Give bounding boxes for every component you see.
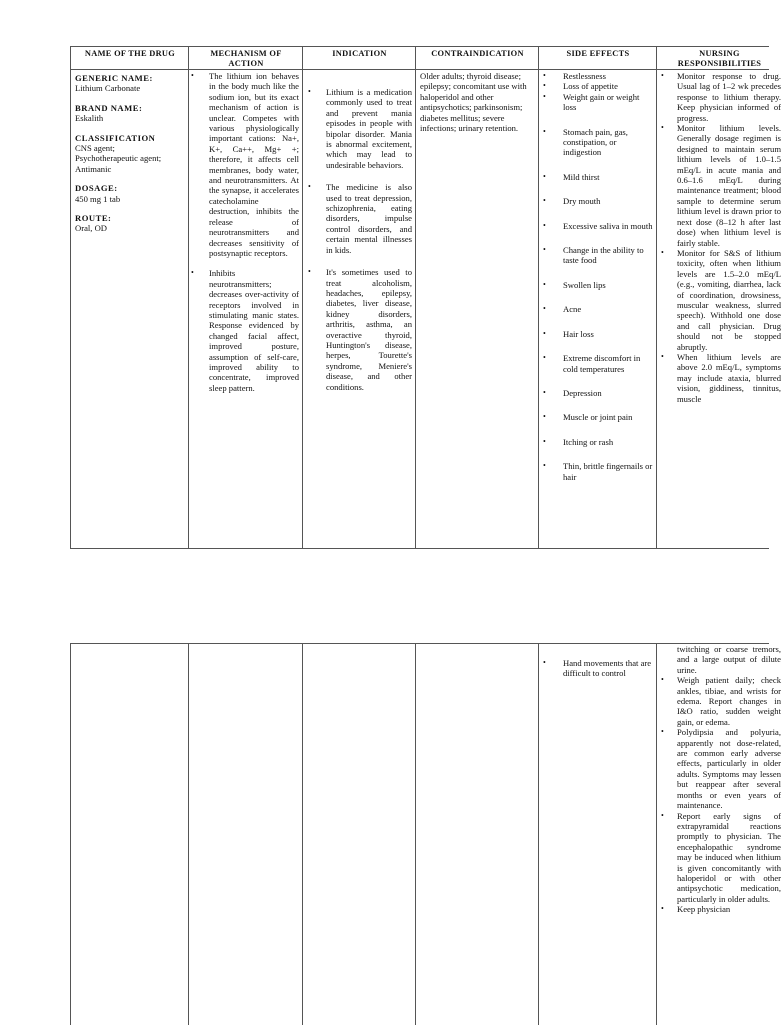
header-contraindication: CONTRAINDICATION bbox=[431, 49, 524, 58]
nursing-text: Monitor for S&S of lithium toxicity, often when lithium levels are 1.5–2.0 mEq/L (e.g., vomiting, diarrhea, lack of coordination, drowsiness, muscular weakness, slurred speech). Withhold one dose and call physician. Drug should not be stopped abruptly. bbox=[677, 247, 781, 352]
bullet-icon: • bbox=[543, 171, 546, 181]
list-item bbox=[308, 267, 412, 392]
list-item bbox=[661, 123, 781, 248]
list-item bbox=[191, 268, 299, 393]
column-drug-name bbox=[71, 644, 189, 1025]
bullet-icon: • bbox=[661, 810, 664, 820]
list-item bbox=[543, 92, 653, 113]
list-item bbox=[543, 280, 653, 290]
generic-name: Lithium Carbonate bbox=[75, 83, 141, 94]
bullet-icon: • bbox=[661, 247, 664, 257]
nursing-text: Polydipsia and polyuria, apparently not dose-related, are common early adverse effects, particularly in older adults. Symptoms may lessen but reappear after several months or even years of maintenance. bbox=[677, 727, 781, 811]
list-item bbox=[543, 172, 653, 182]
classification-value: CNS agent; bbox=[75, 143, 115, 154]
dosage-label: DOSAGE: bbox=[75, 183, 118, 194]
header-mechanism: MECHANISM OF ACTION bbox=[210, 49, 282, 68]
side-effect-text: Hair loss bbox=[563, 328, 594, 339]
column-side-effects bbox=[539, 644, 657, 1025]
side-effects-cell bbox=[543, 71, 653, 496]
list-item bbox=[191, 71, 299, 258]
indication-cell bbox=[308, 87, 412, 404]
list-item bbox=[543, 353, 653, 374]
bullet-icon: • bbox=[543, 461, 546, 471]
header-side-effects: SIDE EFFECTS bbox=[566, 49, 630, 58]
side-effect-text: Stomach pain, gas, constipation, or indigestion bbox=[563, 126, 628, 158]
list-item bbox=[543, 437, 653, 447]
bullet-icon: • bbox=[543, 412, 546, 422]
bullet-icon: • bbox=[543, 387, 546, 397]
bullet-icon: • bbox=[543, 91, 546, 101]
bullet-icon: • bbox=[191, 268, 194, 278]
bullet-icon: • bbox=[543, 304, 546, 314]
list-item bbox=[543, 658, 653, 679]
header-indication: INDICATION bbox=[332, 49, 387, 58]
side-effect-text: Swollen lips bbox=[563, 279, 606, 290]
list-item bbox=[661, 71, 781, 123]
nursing-text: Report early signs of extrapyramidal reactions promptly to physician. The encephalopathic syndrome may be induced when lithium is given concomitantly with haloperidol or with other antipsychotic medication, particularly in older adults. bbox=[677, 810, 781, 904]
generic-name-label: GENERIC NAME: bbox=[75, 73, 153, 83]
header-drug: NAME OF THE DRUG bbox=[84, 49, 176, 58]
bullet-icon: • bbox=[308, 87, 311, 96]
side-effect-text: Depression bbox=[563, 387, 602, 398]
side-effect-text: Restlessness bbox=[563, 71, 606, 81]
nursing-cell-continued bbox=[661, 644, 781, 915]
nursing-text: Monitor lithium levels. Generally dosage regimen is designed to maintain serum lithium levels of 1.0–1.5 mEq/L in acute mania and 0.6–1.6 mEq/L during maintenance treatment; blood sample to determine serum lithium level is drawn prior to next dose (8–12 h after last dose) when lithium level is fairly stable. bbox=[677, 123, 781, 248]
bullet-icon: • bbox=[308, 182, 311, 192]
bullet-icon: • bbox=[661, 675, 664, 685]
drug-table-page-2 bbox=[70, 643, 781, 1025]
list-item bbox=[543, 329, 653, 339]
side-effects-cell-continued bbox=[543, 658, 653, 679]
indication-text: It's sometimes used to treat alcoholism, headaches, epilepsy, diabetes, liver disease, kidney disorders, arthritis, asthma, an overactive thyroid, Huntington's disease, herpes, Tourette's syndrome, Meniere's disease, and other conditions. bbox=[326, 267, 412, 392]
list-item bbox=[543, 388, 653, 398]
list-item bbox=[661, 904, 781, 914]
side-effect-text: Extreme discomfort in cold temperatures bbox=[563, 353, 641, 374]
bullet-icon: • bbox=[191, 71, 194, 80]
route-label: ROUTE: bbox=[75, 213, 112, 224]
bullet-icon: • bbox=[543, 126, 546, 136]
bullet-icon: • bbox=[661, 123, 664, 133]
side-effect-text: Dry mouth bbox=[563, 196, 601, 207]
list-item bbox=[543, 71, 653, 81]
side-effect-text: Mild thirst bbox=[563, 171, 600, 182]
dosage-value: 450 mg 1 tab bbox=[75, 193, 121, 204]
nursing-cell bbox=[661, 71, 781, 404]
list-item bbox=[661, 675, 781, 727]
nursing-text: Keep physician bbox=[677, 904, 731, 915]
classification-label: CLASSIFICATION bbox=[75, 132, 156, 143]
brand-name-label: BRAND NAME: bbox=[75, 102, 143, 113]
bullet-icon: • bbox=[543, 71, 546, 80]
bullet-icon: • bbox=[543, 353, 546, 363]
column-mechanism bbox=[189, 644, 303, 1025]
bullet-icon: • bbox=[543, 220, 546, 230]
list-item bbox=[543, 196, 653, 206]
mechanism-text: The lithium ion behaves in the body much like the sodium ion, but its exact mechanism of action is unclear. Competes with various physiologically important cations: Na+, K+, Ca++, Mg+ +; therefore, it affects cell membranes, body water, and neurotransmitters. At the synapse, it accelerates catecholamine destruction, inhibits the release of neurotransmitters and decreases sensitivity of postsynaptic receptors. bbox=[209, 71, 299, 258]
side-effect-text: Loss of appetite bbox=[563, 81, 618, 92]
indication-text: Lithium is a medication commonly used to treat and prevent mania episodes in people with bipolar disorder. Mania is abnormal excitement, which may lead to undesirable behaviors. bbox=[326, 87, 412, 170]
list-item bbox=[543, 412, 653, 422]
list-item bbox=[661, 811, 781, 905]
nursing-text: When lithium levels are above 2.0 mEq/L, symptoms may include ataxia, blurred vision, giddiness, tinnitus, muscle bbox=[677, 351, 781, 404]
bullet-icon: • bbox=[543, 81, 546, 91]
list-item bbox=[308, 87, 412, 170]
bullet-icon: • bbox=[543, 328, 546, 338]
column-contraindication bbox=[416, 644, 539, 1025]
bullet-icon: • bbox=[543, 436, 546, 446]
contraindication-cell bbox=[420, 71, 537, 133]
bullet-icon: • bbox=[661, 727, 664, 737]
bullet-icon: • bbox=[661, 71, 664, 80]
list-item bbox=[661, 727, 781, 810]
bullet-icon: • bbox=[308, 267, 311, 277]
side-effect-text: Thin, brittle fingernails or hair bbox=[563, 461, 653, 482]
route-value: Oral, OD bbox=[75, 223, 107, 234]
side-effect-text: Acne bbox=[563, 304, 582, 315]
table-header-row bbox=[71, 47, 769, 70]
side-effect-text: Muscle or joint pain bbox=[563, 412, 633, 423]
nursing-text: Weigh patient daily; check ankles, tibiae, and wrists for edema. Report changes in I&O ratio, sudden weight gain, or edema. bbox=[677, 675, 781, 727]
bullet-icon: • bbox=[543, 245, 546, 255]
drug-info-cell bbox=[75, 71, 185, 234]
indication-text: The medicine is also used to treat depression, schizophrenia, eating disorders, impulse control disorders, and certain mental illnesses in kids. bbox=[326, 182, 412, 255]
list-item bbox=[543, 245, 653, 266]
mechanism-text: Inhibits neurotransmitters; decreases over-activity of receptors involved in stimulating manic states. Response evidenced by changed facial affect, improved posture, assumption of self-care, improved ability to concentrate, improved sleep pattern. bbox=[209, 268, 299, 393]
column-indication bbox=[303, 644, 416, 1025]
list-item bbox=[543, 304, 653, 314]
side-effect-text: Hand movements that are difficult to control bbox=[563, 658, 652, 679]
list-item bbox=[661, 352, 781, 404]
list-item bbox=[543, 81, 653, 91]
contraindication-text: Older adults; thyroid disease; epilepsy; concomitant use with haloperidol and other antipsychotics; parkinsonism; diabetes mellitus; severe infections; urinary retention. bbox=[420, 71, 527, 134]
bullet-icon: • bbox=[543, 279, 546, 289]
list-item bbox=[308, 182, 412, 255]
nursing-text: Monitor response to drug. Usual lag of 1–2 wk precedes response to lithium therapy. Keep physician informed of progress. bbox=[677, 71, 781, 123]
mechanism-cell bbox=[191, 71, 299, 403]
side-effect-text: Itching or rash bbox=[563, 436, 614, 447]
side-effect-text: Excessive saliva in mouth bbox=[563, 220, 653, 231]
drug-table-page-1 bbox=[70, 46, 781, 549]
side-effect-text: Weight gain or weight loss bbox=[563, 91, 640, 113]
header-nursing: NURSING RESPONSIBILITIES bbox=[677, 49, 762, 68]
bullet-icon: • bbox=[543, 196, 546, 206]
bullet-icon: • bbox=[661, 904, 664, 914]
list-item bbox=[543, 221, 653, 231]
list-item bbox=[661, 248, 781, 352]
nursing-continued-text: twitching or coarse tremors, and a large output of dilute urine. bbox=[677, 644, 781, 675]
list-item bbox=[543, 127, 653, 158]
classification-value: Psychotherapeutic agent; Antimanic bbox=[75, 153, 162, 174]
side-effect-text: Change in the ability to taste food bbox=[563, 245, 644, 266]
bullet-icon: • bbox=[661, 351, 664, 361]
brand-name: Eskalith bbox=[75, 113, 104, 124]
list-item bbox=[543, 461, 653, 482]
bullet-icon: • bbox=[543, 658, 546, 667]
